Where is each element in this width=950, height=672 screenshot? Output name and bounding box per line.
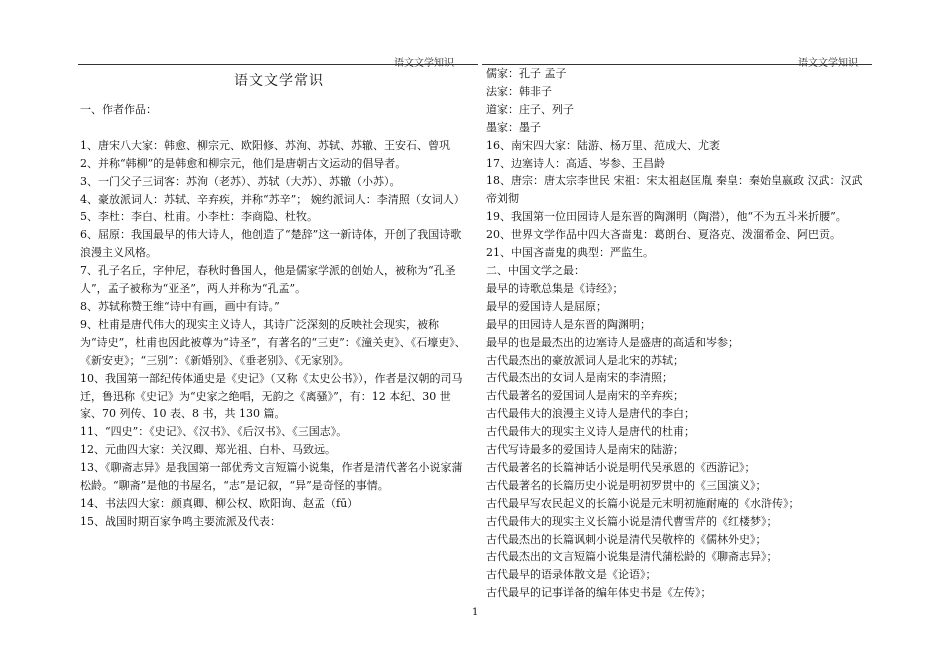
text-line: 古代最杰出的长篇讽刺小说是清代吴敬梓的《儒林外史》； bbox=[486, 532, 767, 546]
page-header-right: 语文文学知识 bbox=[798, 58, 858, 69]
text-line: 21、中国吝啬鬼的典型：严监生。 bbox=[486, 246, 654, 260]
text-line: 儒家：孔子 孟子 bbox=[486, 67, 567, 80]
text-line: 18、唐宗：唐太宗李世民 宋祖：宋太祖赵匡胤 秦皇：秦始皇嬴政 汉武：汉武帝刘彻 bbox=[486, 174, 863, 206]
text-line: 法家：韩非子 bbox=[486, 84, 552, 98]
text-line: 古代最早的记事详备的编年体史书是《左传》； bbox=[486, 586, 712, 600]
text-line: 古代最著名的长篇历史小说是明初罗贯中的《三国演义》； bbox=[486, 478, 767, 492]
page-number: 1 bbox=[472, 607, 479, 618]
text-line: 8、苏轼称赞王维“诗中有画，画中有诗。” bbox=[80, 299, 280, 313]
text-line: 10、我国第一部纪传体通史是《史记》（又称《太史公书》），作者是汉朝的司马迁，鲁迅称《史记》为“史家之绝唱，无韵之《离骚》”，有：12 本纪、30 世家、70 列传、10 表、8 书，共 130 篇。 bbox=[80, 371, 463, 421]
text-line: 古代写诗最多的爱国诗人是南宋的陆游； bbox=[486, 443, 684, 457]
text-line bbox=[80, 119, 466, 137]
text-line: 古代最早的语录体散文是《论语》； bbox=[486, 568, 657, 582]
text-line: 墨家：墨子 bbox=[486, 120, 541, 134]
text-line: 6、屈原：我国最早的伟大诗人，他创造了“楚辞”这一新诗体，开创了我国诗歌浪漫主义风格。 bbox=[80, 228, 462, 260]
text-line: 14、书法四大家：颜真卿、柳公权、欧阳询、赵孟（fū） bbox=[80, 496, 359, 510]
text-line: 12、元曲四大家：关汉卿、郑光祖、白朴、马致远。 bbox=[80, 443, 336, 457]
text-line: 19、我国第一位田园诗人是东晋的陶渊明（陶潜），他“不为五斗米折腰”。 bbox=[486, 210, 847, 224]
text-line: 古代最杰出的豪放派词人是北宋的苏轼； bbox=[486, 353, 684, 367]
text-line: 17、边塞诗人：高适、岑参、王昌龄 bbox=[486, 156, 665, 170]
text-line: 最早的诗歌总集是《诗经》； bbox=[486, 281, 624, 295]
text-line: 最早的爱国诗人是屈原； bbox=[486, 299, 607, 313]
text-line: 15、战国时期百家争鸣主要流派及代表： bbox=[80, 514, 281, 528]
text-line: 古代最著名的长篇神话小说是明代吴承恩的《西游记》； bbox=[486, 460, 756, 474]
text-line: 最早的也是最杰出的边塞诗人是盛唐的高适和岑参； bbox=[486, 335, 739, 349]
text-line: 5、李杜：李白、杜甫。小李杜：李商隐、杜牧。 bbox=[80, 210, 318, 224]
text-line: 7、孔子名丘，字仲尼，春秋时鲁国人，他是儒家学派的创始人，被称为“孔圣人”，孟子被称为“亚圣”，两人并称为“孔孟”。 bbox=[80, 264, 456, 296]
text-line: 4、豪放派词人：苏轼、辛弃疾，并称“苏辛”； 婉约派词人：李清照（女词人） bbox=[80, 192, 465, 206]
text-line: 11、“四史”：《史记》、《汉书》、《后汉书》、《三国志》。 bbox=[80, 425, 348, 439]
text-line: 一、作者作品： bbox=[80, 103, 157, 116]
text-line: 1、唐宋八大家：韩愈、柳宗元、欧阳修、苏洵、苏轼、苏辙、王安石、曾巩 bbox=[80, 138, 450, 152]
text-line: 古代最伟大的浪漫主义诗人是唐代的李白； bbox=[486, 407, 695, 421]
text-line: 二、中国文学之最： bbox=[486, 263, 585, 277]
text-line: 道家：庄子、列子 bbox=[486, 102, 574, 116]
text-line: 古代最杰出的女词人是南宋的李清照； bbox=[486, 371, 673, 385]
text-line: 13、《聊斋志异》是我国第一部优秀文言短篇小说集，作者是清代著名小说家蒲松龄。“聊斋”是他的书屋名，“志”是记叙，“异”是奇怪的事情。 bbox=[80, 461, 463, 493]
left-column bbox=[80, 101, 466, 531]
text-line: 16、南宋四大家：陆游、杨万里、范成大、尤袤 bbox=[486, 138, 720, 152]
header-rule-left bbox=[78, 64, 478, 65]
text-line: 2、并称“韩柳”的是韩愈和柳宗元，他们是唐朝古文运动的倡导者。 bbox=[80, 156, 407, 170]
text-line: 古代最伟大的现实主义长篇小说是清代曹雪芹的《红楼梦》； bbox=[486, 514, 778, 528]
text-line: 古代最杰出的文言短篇小说集是清代蒲松龄的《聊斋志异》； bbox=[486, 550, 778, 564]
text-line: 古代最早写农民起义的长篇小说是元末明初施耐庵的《水浒传》； bbox=[486, 496, 800, 510]
document-title: 语文文学常识 bbox=[234, 73, 324, 89]
text-line: 古代最伟大的现实主义诗人是唐代的杜甫； bbox=[486, 425, 695, 439]
text-line: 20、世界文学作品中四大吝啬鬼：葛朗台、夏洛克、泼溜希金、阿巴贡。 bbox=[486, 228, 841, 242]
text-line: 9、杜甫是唐代伟大的现实主义诗人，其诗广泛深刻的反映社会现实，被称为“诗史”，杜甫也因此被尊为“诗圣”，有著名的“三吏”：《潼关吏》、《石壕吏》、《新安吏》；“三别”：《新婚别》、《垂老别》、《无家别》。 bbox=[80, 317, 466, 367]
text-line: 古代最著名的爱国词人是南宋的辛弃疾； bbox=[486, 389, 684, 403]
right-column bbox=[486, 65, 870, 602]
text-line: 3、一门父子三词客：苏洵（老苏）、苏轼（大苏）、苏辙（小苏）。 bbox=[80, 174, 401, 188]
text-line: 最早的田园诗人是东晋的陶渊明； bbox=[486, 317, 651, 331]
page-header-left: 语文文学知识 bbox=[394, 58, 454, 69]
